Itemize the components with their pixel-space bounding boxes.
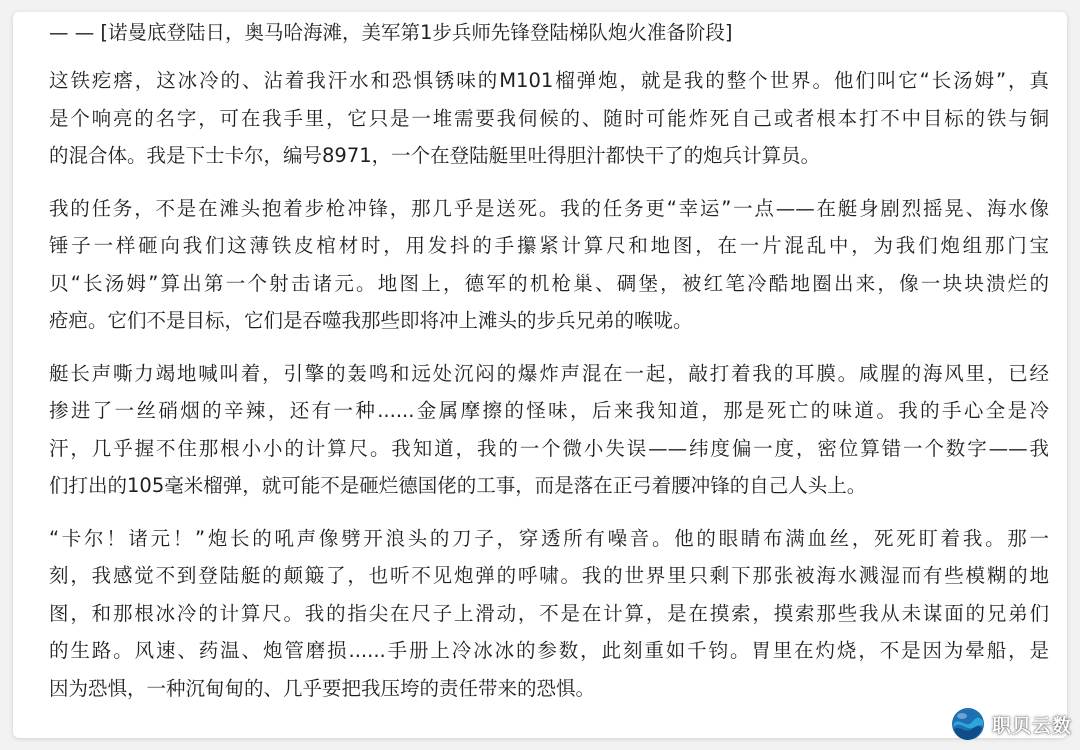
paragraph-line: 图，和那根冰冷的计算尺。我的指尖在尺子上滑动，不是在计算，是在摸索，摸索那些我从未谋面的兄弟们 (49, 601, 1049, 625)
article-body (49, 18, 1049, 722)
paragraph-3 (49, 355, 1049, 505)
watermark (950, 704, 1078, 744)
paragraph-2 (49, 190, 1049, 340)
paragraph-line: 们打出的105毫米榴弹，就可能不是砸烂德国佬的工事，而是落在正弓着腰冲锋的自己人头上。 (49, 474, 867, 497)
paragraph-4 (49, 520, 1049, 708)
article-card (13, 12, 1067, 738)
paragraph-line: 汗，几乎握不住那根小小的计算尺。我知道，我的一个微小失误——纬度偏一度，密位算错一个数字——我 (49, 436, 1049, 460)
paragraph-line: 因为恐惧，一种沉甸甸的、几乎要把我压垮的责任带来的恐惧。 (49, 676, 596, 700)
paragraph-line: 贝“长汤姆”算出第一个射击诸元。地图上，德军的机枪巢、碉堡，被红笔冷酷地圈出来，像一块块溃烂的 (49, 271, 1049, 295)
paragraph-line: 艇长声嘶力竭地喊叫着，引擎的轰鸣和远处沉闷的爆炸声混在一起，敲打着我的耳膜。咸腥的海风里，已经 (49, 361, 1049, 385)
paragraph-line: 的混合体。我是下士卡尔，编号8971，一个在登陆艇里吐得胆汁都快干了的炮兵计算员。 (49, 144, 821, 167)
paragraph-line: “卡尔！诸元！”炮长的吼声像劈开浪头的刀子，穿透所有噪音。他的眼睛布满血丝，死死盯着我。那一 (49, 526, 1049, 550)
globe-wave-logo-icon (950, 706, 986, 742)
paragraph-line: 疮疤。它们不是目标，它们是吞噬我那些即将冲上滩头的步兵兄弟的喉咙。 (49, 309, 693, 332)
article-heading: — — [诺曼底登陆日，奥马哈海滩，美军第1步兵师先锋登陆梯队炮火准备阶段] (49, 21, 733, 44)
paragraph-line: 我的任务，不是在滩头抱着步枪冲锋，那几乎是送死。我的任务更“幸运”一点——在艇身剧烈摇晃、海水像 (49, 196, 1049, 220)
paragraph-line: 是个响亮的名字，可在我手里，它只是一堆需要我伺候的、随时可能炸死自己或者根本打不中目标的铁与铜 (49, 106, 1049, 130)
watermark-text: 职贝云数 (992, 714, 1073, 737)
paragraph-1 (49, 62, 1049, 175)
paragraph-line: 这铁疙瘩，这冰冷的、沾着我汗水和恐惧锈味的M101榴弹炮，就是我的整个世界。他们叫它“长汤姆”，真 (49, 69, 1049, 92)
paragraph-line: 的生路。风速、药温、炮管磨损......手册上冷冰冰的参数，此刻重如千钧。胃里在灼烧，不是因为晕船，是 (49, 639, 1049, 662)
paragraph-line: 锤子一样砸向我们这薄铁皮棺材时，用发抖的手攥紧计算尺和地图，在一片混乱中，为我们炮组那门宝 (49, 234, 1049, 257)
paragraph-line: 掺进了一丝硝烟的辛辣，还有一种......金属摩擦的怪味，后来我知道，那是死亡的味道。我的手心全是冷 (49, 399, 1049, 422)
paragraph-line: 刻，我感觉不到登陆艇的颠簸了，也听不见炮弹的呼啸。我的世界里只剩下那张被海水溅湿而有些模糊的地 (49, 564, 1049, 587)
